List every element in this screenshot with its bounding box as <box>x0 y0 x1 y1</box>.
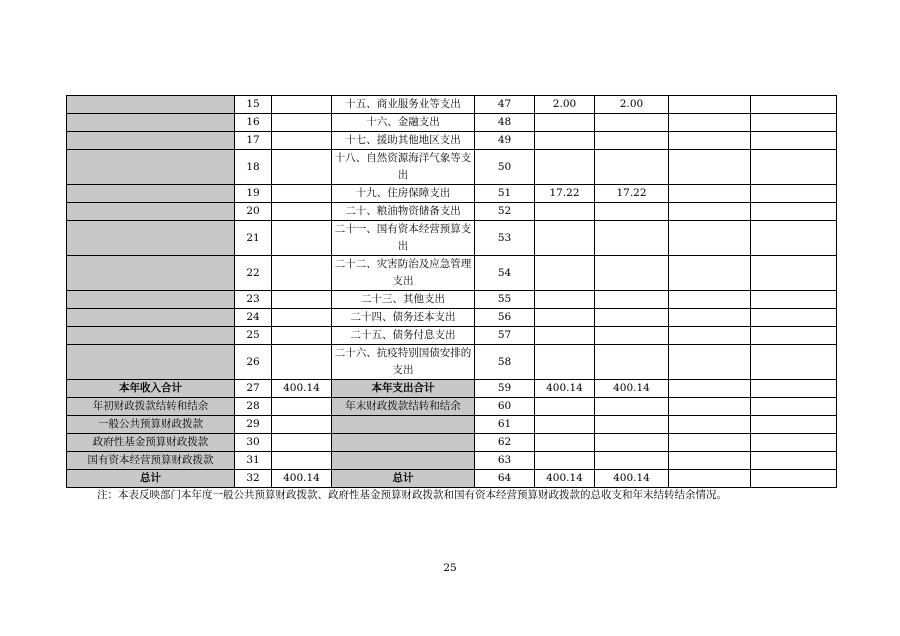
expense-item-cell: 总计 <box>332 470 475 488</box>
table-row <box>67 416 837 434</box>
table-row <box>67 345 837 380</box>
income-item-cell <box>67 114 235 132</box>
expense-state-capital-cell <box>751 309 837 327</box>
expense-total-cell <box>535 114 595 132</box>
expense-fund-budget-cell <box>669 150 751 185</box>
expense-general-budget-cell <box>595 150 669 185</box>
expense-line-number-cell: 53 <box>475 221 535 256</box>
expense-total-cell <box>535 256 595 291</box>
table-row <box>67 203 837 221</box>
expense-fund-budget-cell <box>669 327 751 345</box>
expense-total-cell <box>535 221 595 256</box>
expense-total-cell <box>535 416 595 434</box>
income-item-cell <box>67 291 235 309</box>
expense-total-cell: 2.00 <box>535 96 595 114</box>
income-amount-cell <box>272 434 332 452</box>
expense-fund-budget-cell <box>669 291 751 309</box>
expense-fund-budget-cell <box>669 416 751 434</box>
expense-item-cell: 二十、粮油物资储备支出 <box>332 203 475 221</box>
income-item-cell <box>67 132 235 150</box>
table-row <box>67 291 837 309</box>
income-line-number-cell: 15 <box>235 96 272 114</box>
expense-line-number-cell: 50 <box>475 150 535 185</box>
expense-total-cell <box>535 398 595 416</box>
table-row <box>67 470 837 488</box>
income-line-number-cell: 29 <box>235 416 272 434</box>
table-row <box>67 256 837 291</box>
expense-fund-budget-cell <box>669 185 751 203</box>
income-item-cell <box>67 256 235 291</box>
expense-total-cell <box>535 434 595 452</box>
income-amount-cell <box>272 345 332 380</box>
expense-general-budget-cell: 400.14 <box>595 470 669 488</box>
expense-line-number-cell: 60 <box>475 398 535 416</box>
expense-general-budget-cell <box>595 398 669 416</box>
income-amount-cell <box>272 309 332 327</box>
expense-general-budget-cell <box>595 221 669 256</box>
income-line-number-cell: 22 <box>235 256 272 291</box>
expense-state-capital-cell <box>751 150 837 185</box>
income-amount-cell <box>272 96 332 114</box>
expense-item-cell: 二十一、国有资本经营预算支出 <box>332 221 475 256</box>
expense-general-budget-cell: 400.14 <box>595 380 669 398</box>
expense-line-number-cell: 55 <box>475 291 535 309</box>
income-item-cell: 总计 <box>67 470 235 488</box>
expense-state-capital-cell <box>751 416 837 434</box>
expense-general-budget-cell <box>595 434 669 452</box>
table-row <box>67 452 837 470</box>
expense-total-cell <box>535 291 595 309</box>
table-row <box>67 114 837 132</box>
expense-fund-budget-cell <box>669 470 751 488</box>
expense-item-cell: 十九、住房保障支出 <box>332 185 475 203</box>
expense-total-cell: 400.14 <box>535 380 595 398</box>
expense-line-number-cell: 61 <box>475 416 535 434</box>
expense-total-cell: 17.22 <box>535 185 595 203</box>
expense-line-number-cell: 64 <box>475 470 535 488</box>
table-row <box>67 96 837 114</box>
expense-fund-budget-cell <box>669 452 751 470</box>
expense-fund-budget-cell <box>669 309 751 327</box>
income-item-cell <box>67 309 235 327</box>
expense-fund-budget-cell <box>669 203 751 221</box>
income-item-cell: 年初财政拨款结转和结余 <box>67 398 235 416</box>
income-amount-cell <box>272 185 332 203</box>
expense-line-number-cell: 54 <box>475 256 535 291</box>
expense-state-capital-cell <box>751 327 837 345</box>
table-row <box>67 150 837 185</box>
expense-fund-budget-cell <box>669 221 751 256</box>
expense-fund-budget-cell <box>669 398 751 416</box>
expense-state-capital-cell <box>751 203 837 221</box>
expense-state-capital-cell <box>751 256 837 291</box>
expense-state-capital-cell <box>751 452 837 470</box>
income-line-number-cell: 24 <box>235 309 272 327</box>
expense-total-cell <box>535 345 595 380</box>
expense-line-number-cell: 62 <box>475 434 535 452</box>
income-item-cell <box>67 185 235 203</box>
income-line-number-cell: 27 <box>235 380 272 398</box>
expense-total-cell <box>535 203 595 221</box>
expense-item-cell: 十六、金融支出 <box>332 114 475 132</box>
income-item-cell <box>67 221 235 256</box>
expense-line-number-cell: 51 <box>475 185 535 203</box>
income-line-number-cell: 20 <box>235 203 272 221</box>
table-row <box>67 309 837 327</box>
expense-general-budget-cell <box>595 452 669 470</box>
expense-item-cell <box>332 416 475 434</box>
expense-state-capital-cell <box>751 470 837 488</box>
expense-state-capital-cell <box>751 221 837 256</box>
expense-item-cell: 本年支出合计 <box>332 380 475 398</box>
expense-state-capital-cell <box>751 114 837 132</box>
income-line-number-cell: 16 <box>235 114 272 132</box>
expense-item-cell: 十五、商业服务业等支出 <box>332 96 475 114</box>
expense-line-number-cell: 48 <box>475 114 535 132</box>
expense-total-cell <box>535 309 595 327</box>
income-line-number-cell: 21 <box>235 221 272 256</box>
expense-fund-budget-cell <box>669 132 751 150</box>
income-amount-cell <box>272 221 332 256</box>
expense-general-budget-cell <box>595 309 669 327</box>
expense-fund-budget-cell <box>669 256 751 291</box>
expense-total-cell: 400.14 <box>535 470 595 488</box>
expense-line-number-cell: 63 <box>475 452 535 470</box>
table-row <box>67 132 837 150</box>
income-item-cell <box>67 150 235 185</box>
expense-item-cell: 二十六、抗疫特别国债安排的支出 <box>332 345 475 380</box>
table-row <box>67 434 837 452</box>
expense-state-capital-cell <box>751 132 837 150</box>
expense-general-budget-cell <box>595 203 669 221</box>
table-row <box>67 185 837 203</box>
expense-general-budget-cell: 17.22 <box>595 185 669 203</box>
income-amount-cell: 400.14 <box>272 470 332 488</box>
table-row <box>67 398 837 416</box>
expense-fund-budget-cell <box>669 380 751 398</box>
expense-general-budget-cell <box>595 416 669 434</box>
income-item-cell: 政府性基金预算财政拨款 <box>67 434 235 452</box>
expense-item-cell: 二十三、其他支出 <box>332 291 475 309</box>
income-amount-cell <box>272 452 332 470</box>
income-amount-cell <box>272 150 332 185</box>
income-line-number-cell: 28 <box>235 398 272 416</box>
expense-total-cell <box>535 132 595 150</box>
expense-general-budget-cell <box>595 291 669 309</box>
income-line-number-cell: 26 <box>235 345 272 380</box>
expense-line-number-cell: 47 <box>475 96 535 114</box>
expense-line-number-cell: 56 <box>475 309 535 327</box>
table-body <box>67 96 837 488</box>
expense-item-cell: 十八、自然资源海洋气象等支出 <box>332 150 475 185</box>
income-amount-cell <box>272 291 332 309</box>
expense-item-cell <box>332 434 475 452</box>
expense-state-capital-cell <box>751 345 837 380</box>
income-line-number-cell: 23 <box>235 291 272 309</box>
income-amount-cell: 400.14 <box>272 380 332 398</box>
expense-general-budget-cell <box>595 114 669 132</box>
income-line-number-cell: 25 <box>235 327 272 345</box>
income-item-cell: 国有资本经营预算财政拨款 <box>67 452 235 470</box>
budget-table <box>66 95 837 488</box>
table-row <box>67 221 837 256</box>
expense-line-number-cell: 59 <box>475 380 535 398</box>
expense-state-capital-cell <box>751 96 837 114</box>
expense-state-capital-cell <box>751 398 837 416</box>
expense-line-number-cell: 49 <box>475 132 535 150</box>
income-amount-cell <box>272 114 332 132</box>
income-line-number-cell: 18 <box>235 150 272 185</box>
expense-item-cell: 二十五、债务付息支出 <box>332 327 475 345</box>
table-note: 注：本表反映部门本年度一般公共预算财政拨款、政府性基金预算财政拨款和国有资本经营预算财政拨款的总收支和年末结转结余情况。 <box>97 489 727 501</box>
income-item-cell: 一般公共预算财政拨款 <box>67 416 235 434</box>
income-amount-cell <box>272 203 332 221</box>
expense-general-budget-cell: 2.00 <box>595 96 669 114</box>
page-number: 25 <box>443 562 457 574</box>
expense-state-capital-cell <box>751 380 837 398</box>
income-item-cell <box>67 327 235 345</box>
expense-item-cell: 十七、援助其他地区支出 <box>332 132 475 150</box>
expense-state-capital-cell <box>751 434 837 452</box>
expense-item-cell: 二十四、债务还本支出 <box>332 309 475 327</box>
table-row <box>67 380 837 398</box>
income-line-number-cell: 32 <box>235 470 272 488</box>
income-line-number-cell: 17 <box>235 132 272 150</box>
expense-general-budget-cell <box>595 132 669 150</box>
expense-fund-budget-cell <box>669 96 751 114</box>
expense-general-budget-cell <box>595 327 669 345</box>
income-item-cell: 本年收入合计 <box>67 380 235 398</box>
expense-line-number-cell: 57 <box>475 327 535 345</box>
expense-state-capital-cell <box>751 185 837 203</box>
expense-fund-budget-cell <box>669 434 751 452</box>
expense-state-capital-cell <box>751 291 837 309</box>
income-item-cell <box>67 96 235 114</box>
expense-total-cell <box>535 452 595 470</box>
expense-item-cell: 二十二、灾害防治及应急管理支出 <box>332 256 475 291</box>
expense-fund-budget-cell <box>669 345 751 380</box>
income-line-number-cell: 31 <box>235 452 272 470</box>
expense-general-budget-cell <box>595 256 669 291</box>
income-item-cell <box>67 203 235 221</box>
table-row <box>67 327 837 345</box>
expense-general-budget-cell <box>595 345 669 380</box>
expense-line-number-cell: 52 <box>475 203 535 221</box>
income-line-number-cell: 19 <box>235 185 272 203</box>
expense-item-cell <box>332 452 475 470</box>
income-amount-cell <box>272 256 332 291</box>
expense-fund-budget-cell <box>669 114 751 132</box>
income-item-cell <box>67 345 235 380</box>
expense-total-cell <box>535 150 595 185</box>
income-line-number-cell: 30 <box>235 434 272 452</box>
income-amount-cell <box>272 398 332 416</box>
income-amount-cell <box>272 132 332 150</box>
expense-item-cell: 年末财政拨款结转和结余 <box>332 398 475 416</box>
expense-total-cell <box>535 327 595 345</box>
income-amount-cell <box>272 327 332 345</box>
expense-line-number-cell: 58 <box>475 345 535 380</box>
income-amount-cell <box>272 416 332 434</box>
